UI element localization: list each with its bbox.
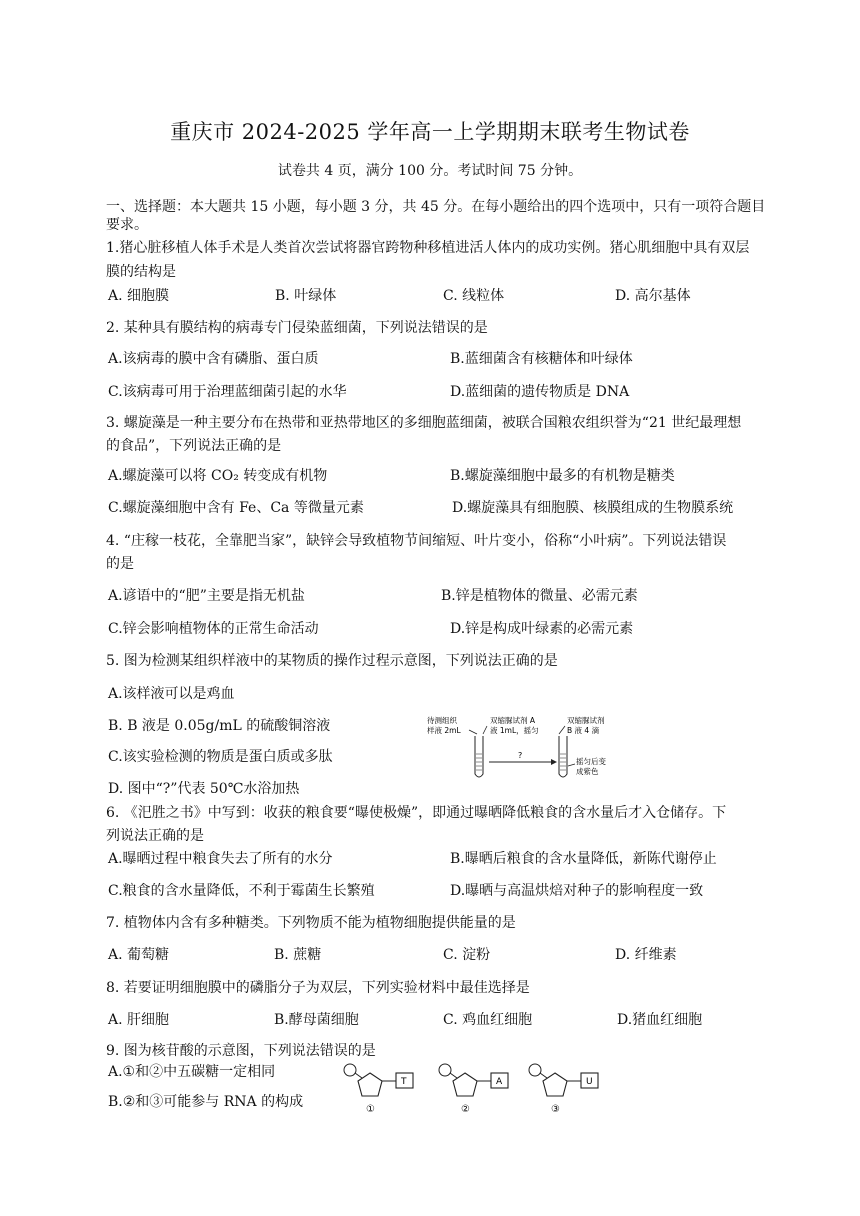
q6-option-d: D.曝晒与高温烘焙对种子的影响程度一致 (450, 883, 704, 899)
fig5-label-result-l1: 摇匀后变 (576, 757, 606, 766)
fig5-label-result-l2: 成紫色 (576, 767, 599, 776)
q8-option-a: A. 肝细胞 (108, 1012, 170, 1028)
fig5-label-sample-l2: 样液 2mL (427, 726, 461, 735)
q8-option-c: C. 鸡血红细胞 (443, 1012, 533, 1028)
q2-option-a: A.该病毒的膜中含有磷脂、蛋白质 (108, 351, 319, 367)
q4-option-a: A.谚语中的“肥”主要是指无机盐 (108, 588, 305, 604)
nucleotide-1 (344, 1064, 413, 1115)
section-heading-line2: 要求。 (106, 217, 148, 233)
base-a-label: A (496, 1077, 503, 1087)
fig5-label-reagent-a-l2: 液 1mL，摇匀 (490, 726, 539, 735)
q2-option-d: D.蓝细菌的遗传物质是 DNA (450, 384, 630, 400)
q5-option-b: B. B 液是 0.05g/mL 的硫酸铜溶液 (108, 718, 331, 734)
q5-stem: 5. 图为检测某组织样液中的某物质的操作过程示意图，下列说法正确的是 (106, 653, 558, 669)
q9-nucleotide-figure (340, 1060, 620, 1118)
q3-option-b: B.螺旋藻细胞中最多的有机物是糖类 (450, 468, 675, 484)
process-arrow (489, 759, 557, 765)
base-t-label: T (401, 1077, 407, 1087)
q7-stem: 7. 植物体内含有多种糖类。下列物质不能为植物细胞提供能量的是 (106, 915, 516, 931)
base-u-label: U (586, 1077, 593, 1087)
q7-option-b: B. 蔗糖 (274, 947, 322, 963)
q3-stem-line2: 的食品”，下列说法正确的是 (106, 438, 282, 454)
q2-option-c: C.该病毒可用于治理蓝细菌引起的水华 (108, 384, 347, 400)
nucleotide-number-3: ③ (551, 1104, 560, 1115)
q9-option-a: A.①和②中五碳糖一定相同 (108, 1064, 276, 1080)
q3-option-d: D.螺旋藻具有细胞膜、核膜组成的生物膜系统 (452, 500, 734, 516)
q1-option-d: D. 高尔基体 (615, 288, 691, 304)
test-tube-right (559, 736, 567, 777)
q8-option-d: D.猪血红细胞 (617, 1012, 703, 1028)
q6-option-c: C.粮食的含水量降低，不利于霉菌生长繁殖 (108, 883, 375, 899)
q6-stem-line1: 6. 《汜胜之书》中写到：收获的粮食要“曝使极燥”，即通过曝晒降低粮食的含水量后才入仓储存。下 (106, 805, 727, 821)
fig5-label-sample-l1: 待测组织 (427, 716, 457, 725)
q6-option-a: A.曝晒过程中粮食失去了所有的水分 (108, 851, 333, 867)
q9-option-b: B.②和③可能参与 RNA 的构成 (108, 1094, 304, 1110)
q5-option-c: C.该实验检测的物质是蛋白质或多肽 (108, 749, 333, 765)
q9-stem: 9. 图为核苷酸的示意图，下列说法错误的是 (106, 1043, 376, 1059)
q1-option-b: B. 叶绿体 (275, 288, 337, 304)
test-tube-left (475, 736, 483, 777)
q5-option-a: A.该样液可以是鸡血 (108, 686, 235, 702)
q4-stem-line1: 4. “庄稼一枝花，全靠肥当家”，缺锌会导致植物节间缩短、叶片变小，俗称“小叶病”。下列说法错误 (106, 533, 727, 549)
q7-option-d: D. 纤维素 (615, 947, 677, 963)
q3-option-c: C.螺旋藻细胞中含有 Fe、Ca 等微量元素 (108, 500, 364, 516)
q3-option-a: A.螺旋藻可以将 CO₂ 转变成有机物 (108, 468, 328, 484)
q8-stem: 8. 若要证明细胞膜中的磷脂分子为双层，下列实验材料中最佳选择是 (106, 980, 530, 996)
fig5-label-reagent-a-l1: 双缩脲试剂 A (490, 716, 536, 725)
q8-option-b: B.酵母菌细胞 (274, 1012, 359, 1028)
fig5-label-reagent-b-l1: 双缩脲试剂 (567, 716, 605, 725)
page-subtitle: 试卷共 4 页，满分 100 分。考试时间 75 分钟。 (277, 163, 583, 179)
nucleotide-number-1: ① (366, 1104, 375, 1115)
q5-option-d: D. 图中“?”代表 50℃水浴加热 (108, 781, 300, 797)
page-title: 重庆市 2024-2025 学年高一上学期期末联考生物试卷 (170, 120, 690, 144)
q6-stem-line2: 列说法正确的是 (106, 828, 204, 844)
q1-option-a: A. 细胞膜 (108, 288, 170, 304)
q1-option-c: C. 线粒体 (443, 288, 505, 304)
q4-stem-line2: 的是 (106, 556, 134, 572)
q4-option-c: C.锌会影响植物体的正常生命活动 (108, 621, 319, 637)
q4-option-b: B.锌是植物体的微量、必需元素 (441, 588, 638, 604)
fig5-label-reagent-b-l2: B 液 4 滴 (567, 726, 600, 735)
nucleotide-2 (439, 1064, 508, 1115)
nucleotide-number-2: ② (461, 1104, 470, 1115)
q5-experiment-figure (425, 714, 635, 784)
q6-option-b: B.曝晒后粮食的含水量降低，新陈代谢停止 (450, 851, 717, 867)
q4-option-d: D.锌是构成叶绿素的必需元素 (450, 621, 634, 637)
q3-stem-line1: 3. 螺旋藻是一种主要分布在热带和亚热带地区的多细胞蓝细菌，被联合国粮农组织誉为“21 世纪最理想 (106, 415, 742, 431)
section-heading-line1: 一、选择题：本大题共 15 小题，每小题 3 分，共 45 分。在每小题给出的四个选项中，只有一项符合题目 (106, 199, 766, 215)
q1-stem-line1: 1.猪心脏移植人体手术是人类首次尝试将器官跨物种移植进活人体内的成功实例。猪心肌细胞中具有双层 (106, 240, 750, 256)
q2-option-b: B.蓝细菌含有核糖体和叶绿体 (450, 351, 633, 367)
q1-stem-line2: 膜的结构是 (106, 264, 176, 280)
fig5-arrow-label: ? (518, 751, 523, 760)
q7-option-a: A. 葡萄糖 (108, 947, 170, 963)
q7-option-c: C. 淀粉 (443, 947, 491, 963)
nucleotide-3 (529, 1064, 598, 1115)
q2-stem: 2. 某种具有膜结构的病毒专门侵染蓝细菌，下列说法错误的是 (106, 320, 488, 336)
